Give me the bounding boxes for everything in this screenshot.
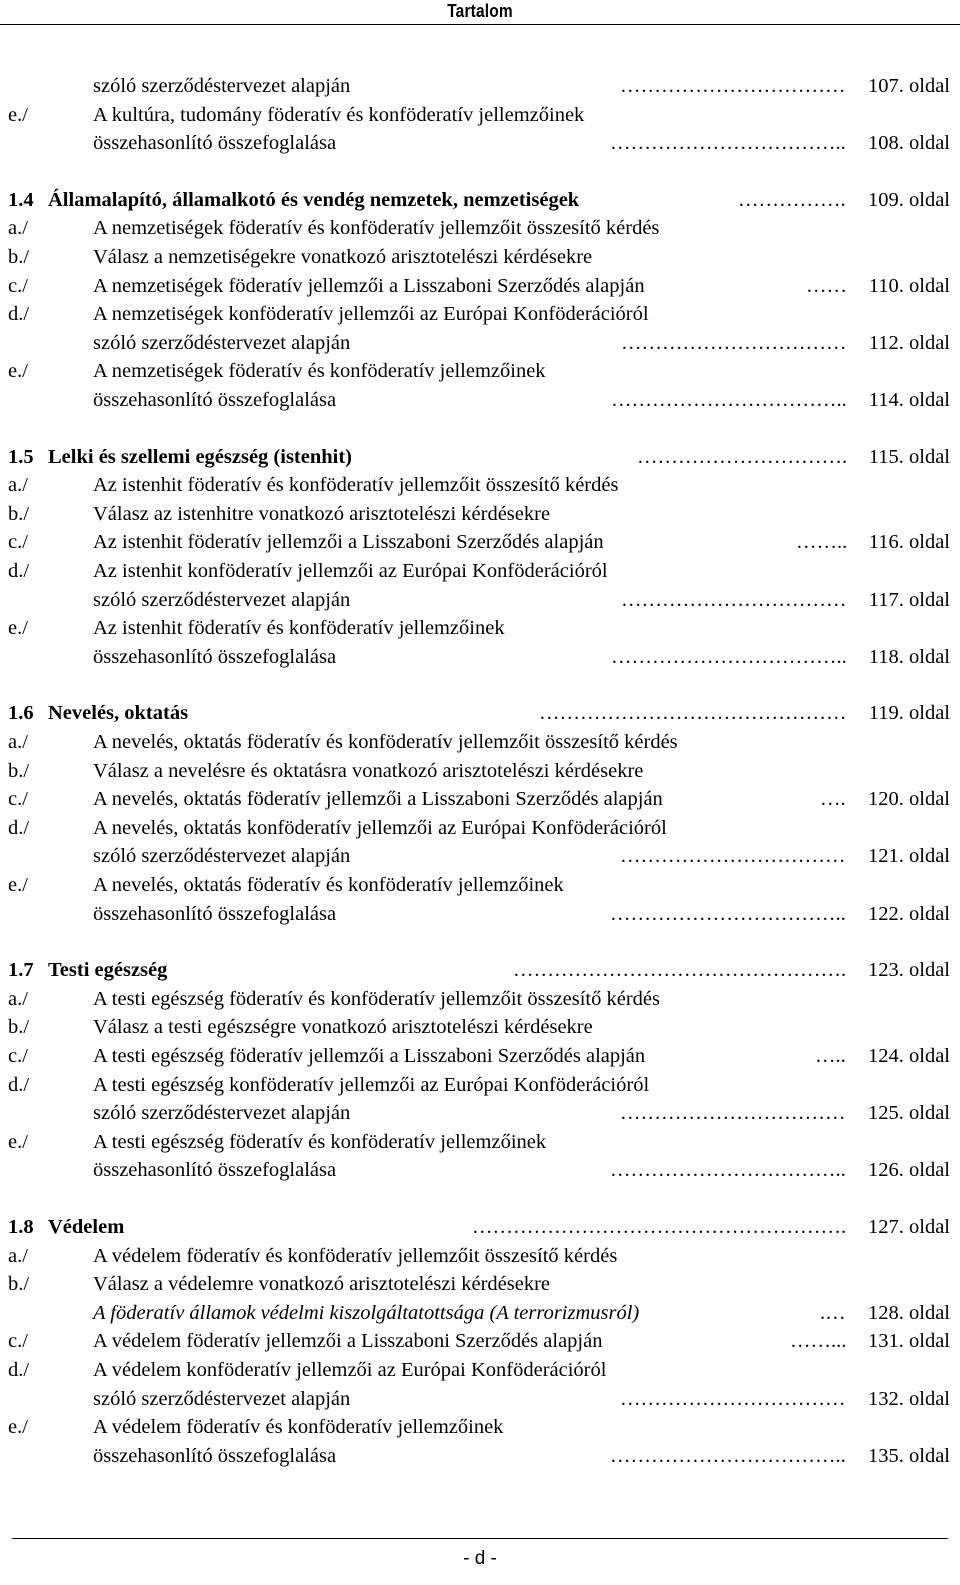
- entry-text: összehasonlító összefoglalása: [93, 1444, 337, 1467]
- toc-entry: [0, 871, 960, 900]
- toc-entry-continuation: [0, 842, 960, 871]
- toc-entry: [0, 357, 960, 386]
- entry-letter: e./: [8, 1130, 28, 1153]
- footer-divider: [12, 1538, 948, 1539]
- leader-dots: ………………………………………….: [513, 959, 847, 982]
- entry-text: A testi egészség föderatív és konföderatív jellemzőit összesítő kérdés: [93, 987, 660, 1010]
- entry-letter: c./: [8, 274, 28, 297]
- entry-letter: d./: [8, 1359, 30, 1381]
- toc-entry-continuation: [0, 900, 960, 929]
- entry-text: Válasz a nemzetiségekre vonatkozó arisztotelészi kérdésekre: [93, 246, 593, 268]
- page-reference: 116. oldal: [868, 531, 950, 554]
- toc-entry: [0, 272, 960, 301]
- leader-dots: ……………………………: [621, 588, 847, 611]
- toc-section-heading: [0, 1213, 960, 1242]
- toc-entry: [0, 1270, 960, 1299]
- entry-text: A nevelés, oktatás konföderatív jellemzői az Európai Konföderációról: [93, 816, 667, 839]
- entry-text: A védelem konföderatív jellemzői az Európai Konföderációról: [93, 1359, 607, 1381]
- entry-letter: c./: [8, 1330, 28, 1353]
- section-number: 1.5: [8, 445, 34, 468]
- entry-letter: c./: [8, 788, 28, 811]
- entry-text: A testi egészség föderatív és konföderatív jellemzőinek: [93, 1130, 547, 1153]
- leader-dots: ……………………………..: [610, 1159, 846, 1182]
- entry-text: összehasonlító összefoglalása: [93, 1159, 337, 1182]
- section-number: 1.4: [8, 188, 34, 211]
- entry-letter: a./: [8, 217, 28, 240]
- entry-text: szóló szerződéstervezet alapján: [93, 588, 351, 611]
- leader-dots: ……...: [790, 1330, 847, 1353]
- entry-letter: b./: [8, 1016, 30, 1039]
- entry-text: A nevelés, oktatás föderatív jellemzői a Lisszaboni Szerződés alapján: [93, 788, 663, 811]
- toc-entry-continuation: [0, 1385, 960, 1414]
- page-reference: 131. oldal: [868, 1330, 950, 1353]
- entry-letter: e./: [8, 617, 28, 640]
- entry-text: Az istenhit föderatív jellemzői a Lisszaboni Szerződés alapján: [93, 531, 604, 554]
- entry-text: A védelem föderatív és konföderatív jellemzőit összesítő kérdés: [93, 1244, 618, 1267]
- toc-entry: [0, 1327, 960, 1356]
- toc-entry: [0, 471, 960, 500]
- toc-entry: [0, 101, 960, 130]
- leader-dots: ……………………………………………….: [472, 1216, 847, 1238]
- leader-dots: ……………………………: [621, 331, 847, 354]
- entry-text: A kultúra, tudomány föderatív és konföderatív jellemzőinek: [93, 103, 585, 126]
- entry-text: Válasz az istenhitre vonatkozó arisztotelészi kérdésekre: [93, 502, 551, 525]
- leader-dots: ………………………….: [637, 445, 848, 468]
- section-number: 1.6: [8, 702, 34, 725]
- leader-dots: ……………………………: [620, 1102, 846, 1125]
- page-reference: 117. oldal: [868, 588, 950, 611]
- toc-entry-continuation: [0, 329, 960, 358]
- leader-dots: ……………………………..: [611, 389, 847, 411]
- entry-text: A testi egészség konföderatív jellemzői az Európai Konföderációról: [93, 1073, 650, 1096]
- footer-page-number: - d -: [463, 1548, 497, 1569]
- page-reference: 122. oldal: [868, 902, 950, 925]
- page-reference: 114. oldal: [868, 389, 950, 411]
- toc-entry-continuation: [0, 1156, 960, 1185]
- leader-dots: ……………………………..: [610, 902, 846, 925]
- entry-letter: b./: [8, 502, 30, 525]
- toc-entry: [0, 500, 960, 529]
- entry-text: Az istenhit konföderatív jellemzői az Európai Konföderációról: [93, 560, 608, 582]
- toc-entry: [0, 1356, 960, 1385]
- toc-entry-continuation: [0, 1099, 960, 1128]
- entry-text: szóló szerződéstervezet alapján: [93, 1387, 351, 1410]
- leader-dots: ……………………………..: [611, 645, 847, 668]
- leader-dots: ……..: [796, 531, 848, 554]
- page-reference: 132. oldal: [868, 1387, 950, 1410]
- toc-entry: [0, 814, 960, 843]
- entry-letter: a./: [8, 474, 28, 497]
- entry-letter: e./: [8, 103, 28, 126]
- entry-letter: b./: [8, 1273, 30, 1296]
- page-reference: 125. oldal: [868, 1102, 950, 1125]
- toc-entry: [0, 1242, 960, 1271]
- toc-entry-continuation: [0, 586, 960, 615]
- toc-entry-continuation: [0, 72, 960, 101]
- leader-dots: ….: [820, 788, 846, 811]
- entry-text: Válasz a testi egészségre vonatkozó arisztotelészi kérdésekre: [93, 1016, 593, 1039]
- page-reference: 126. oldal: [868, 1159, 950, 1182]
- section-title: Védelem: [48, 1216, 125, 1238]
- entry-text: összehasonlító összefoglalása: [93, 902, 337, 925]
- page-reference: 127. oldal: [868, 1216, 950, 1238]
- toc-entry: [0, 528, 960, 557]
- entry-text: Az istenhit föderatív és konföderatív jellemzőit összesítő kérdés: [93, 474, 619, 497]
- toc-entry: [0, 728, 960, 757]
- toc-entry: [0, 1128, 960, 1157]
- page-reference: 135. oldal: [868, 1444, 950, 1467]
- leader-dots: ……………………………: [620, 1387, 846, 1410]
- leader-dots: ……: [806, 274, 847, 297]
- entry-letter: e./: [8, 874, 28, 896]
- entry-text: szóló szerződéstervezet alapján: [93, 845, 351, 868]
- toc-entry: [0, 785, 960, 814]
- toc-section-heading: [0, 443, 960, 472]
- entry-text: szóló szerződéstervezet alapján: [93, 331, 351, 354]
- toc-entry: [0, 1071, 960, 1100]
- leader-dots: ……………………………: [620, 75, 846, 97]
- section-title: Nevelés, oktatás: [48, 702, 189, 725]
- leader-dots: ……………………………: [620, 845, 846, 868]
- leader-dots: …………….: [738, 188, 846, 211]
- entry-letter: c./: [8, 1045, 28, 1067]
- toc-section-heading: [0, 956, 960, 985]
- leader-dots: ……………………………..: [610, 132, 846, 155]
- toc-entry: [0, 1413, 960, 1442]
- entry-letter: d./: [8, 303, 30, 326]
- entry-text: Válasz a védelemre vonatkozó arisztotelészi kérdésekre: [93, 1273, 551, 1296]
- leader-dots: ………………………………………: [539, 702, 847, 725]
- entry-text: A nevelés, oktatás föderatív és konföderatív jellemzőit összesítő kérdés: [93, 731, 678, 753]
- page-reference: 123. oldal: [868, 959, 950, 982]
- entry-letter: d./: [8, 1073, 30, 1096]
- page-reference: 119. oldal: [868, 702, 950, 725]
- leader-dots: ……………………………..: [610, 1444, 846, 1467]
- entry-text: összehasonlító összefoglalása: [93, 389, 337, 411]
- toc-section-heading: [0, 186, 960, 215]
- entry-text: A nemzetiségek föderatív és konföderatív jellemzőinek: [93, 360, 546, 383]
- toc-entry: [0, 300, 960, 329]
- page-reference: 124. oldal: [868, 1045, 950, 1067]
- entry-letter: c./: [8, 531, 28, 554]
- section-number: 1.7: [8, 959, 34, 982]
- entry-letter: a./: [8, 731, 28, 753]
- entry-text: A védelem föderatív jellemzői a Lisszaboni Szerződés alapján: [93, 1330, 603, 1353]
- page-reference: 121. oldal: [868, 845, 950, 868]
- section-title: Lelki és szellemi egészség (istenhit): [48, 445, 353, 468]
- entry-text: Az istenhit föderatív és konföderatív jellemzőinek: [93, 617, 505, 640]
- leader-dots: .…: [820, 1301, 846, 1324]
- entry-letter: d./: [8, 560, 30, 582]
- section-number: 1.8: [8, 1216, 34, 1238]
- page-reference: 128. oldal: [868, 1301, 950, 1324]
- entry-text: A nemzetiségek föderatív jellemzői a Lisszaboni Szerződés alapján: [93, 274, 645, 297]
- toc-entry: [0, 985, 960, 1014]
- entry-text: összehasonlító összefoglalása: [93, 645, 337, 668]
- entry-text: A védelem föderatív és konföderatív jellemzőinek: [93, 1416, 504, 1439]
- toc-entry-continuation: [0, 386, 960, 415]
- toc-entry-continuation: [0, 129, 960, 158]
- entry-letter: b./: [8, 246, 30, 268]
- entry-text: összehasonlító összefoglalása: [93, 132, 337, 155]
- page-reference: 112. oldal: [868, 331, 950, 354]
- page-reference: 108. oldal: [868, 132, 950, 155]
- toc-entry: [0, 1013, 960, 1042]
- toc-section-heading: [0, 699, 960, 728]
- page-reference: 118. oldal: [868, 645, 950, 668]
- page-reference: 109. oldal: [868, 188, 950, 211]
- toc-entry-continuation: [0, 643, 960, 672]
- entry-text: A nemzetiségek konföderatív jellemzői az Európai Konföderációról: [93, 303, 649, 326]
- toc-entry: [0, 614, 960, 643]
- entry-text: Válasz a nevelésre és oktatásra vonatkozó arisztotelészi kérdésekre: [93, 759, 644, 782]
- entry-text: szóló szerződéstervezet alapján: [93, 1102, 351, 1125]
- entry-letter: a./: [8, 1244, 28, 1267]
- entry-text: A nevelés, oktatás föderatív és konföderatív jellemzőinek: [93, 874, 564, 896]
- leader-dots: …..: [815, 1045, 846, 1067]
- toc-entry: [0, 757, 960, 786]
- entry-text: szóló szerződéstervezet alapján: [93, 75, 351, 97]
- entry-text: A testi egészség föderatív jellemzői a Lisszaboni Szerződés alapján: [93, 1045, 646, 1067]
- entry-letter: d./: [8, 816, 30, 839]
- entry-text: A nemzetiségek föderatív és konföderatív jellemzőit összesítő kérdés: [93, 217, 660, 240]
- entry-letter: a./: [8, 987, 28, 1010]
- toc-entry: [0, 243, 960, 272]
- section-title: Testi egészség: [48, 959, 168, 982]
- entry-letter: e./: [8, 1416, 28, 1439]
- page-header-title: Tartalom: [447, 1, 513, 21]
- toc-entry: [0, 214, 960, 243]
- page-reference: 110. oldal: [868, 274, 950, 297]
- section-title: Államalapító, államalkotó és vendég nemzetek, nemzetiségek: [48, 188, 580, 211]
- entry-letter: e./: [8, 360, 28, 383]
- page-reference: 120. oldal: [868, 788, 950, 811]
- toc-entry-continuation: [0, 1442, 960, 1471]
- toc-entry-continuation: [0, 1299, 960, 1328]
- entry-text: A föderatív államok védelmi kiszolgáltatottsága (A terrorizmusról): [93, 1301, 640, 1324]
- page-reference: 115. oldal: [868, 445, 950, 468]
- toc-entry: [0, 557, 960, 586]
- entry-letter: b./: [8, 759, 30, 782]
- page-reference: 107. oldal: [868, 75, 950, 97]
- toc-entry: [0, 1042, 960, 1071]
